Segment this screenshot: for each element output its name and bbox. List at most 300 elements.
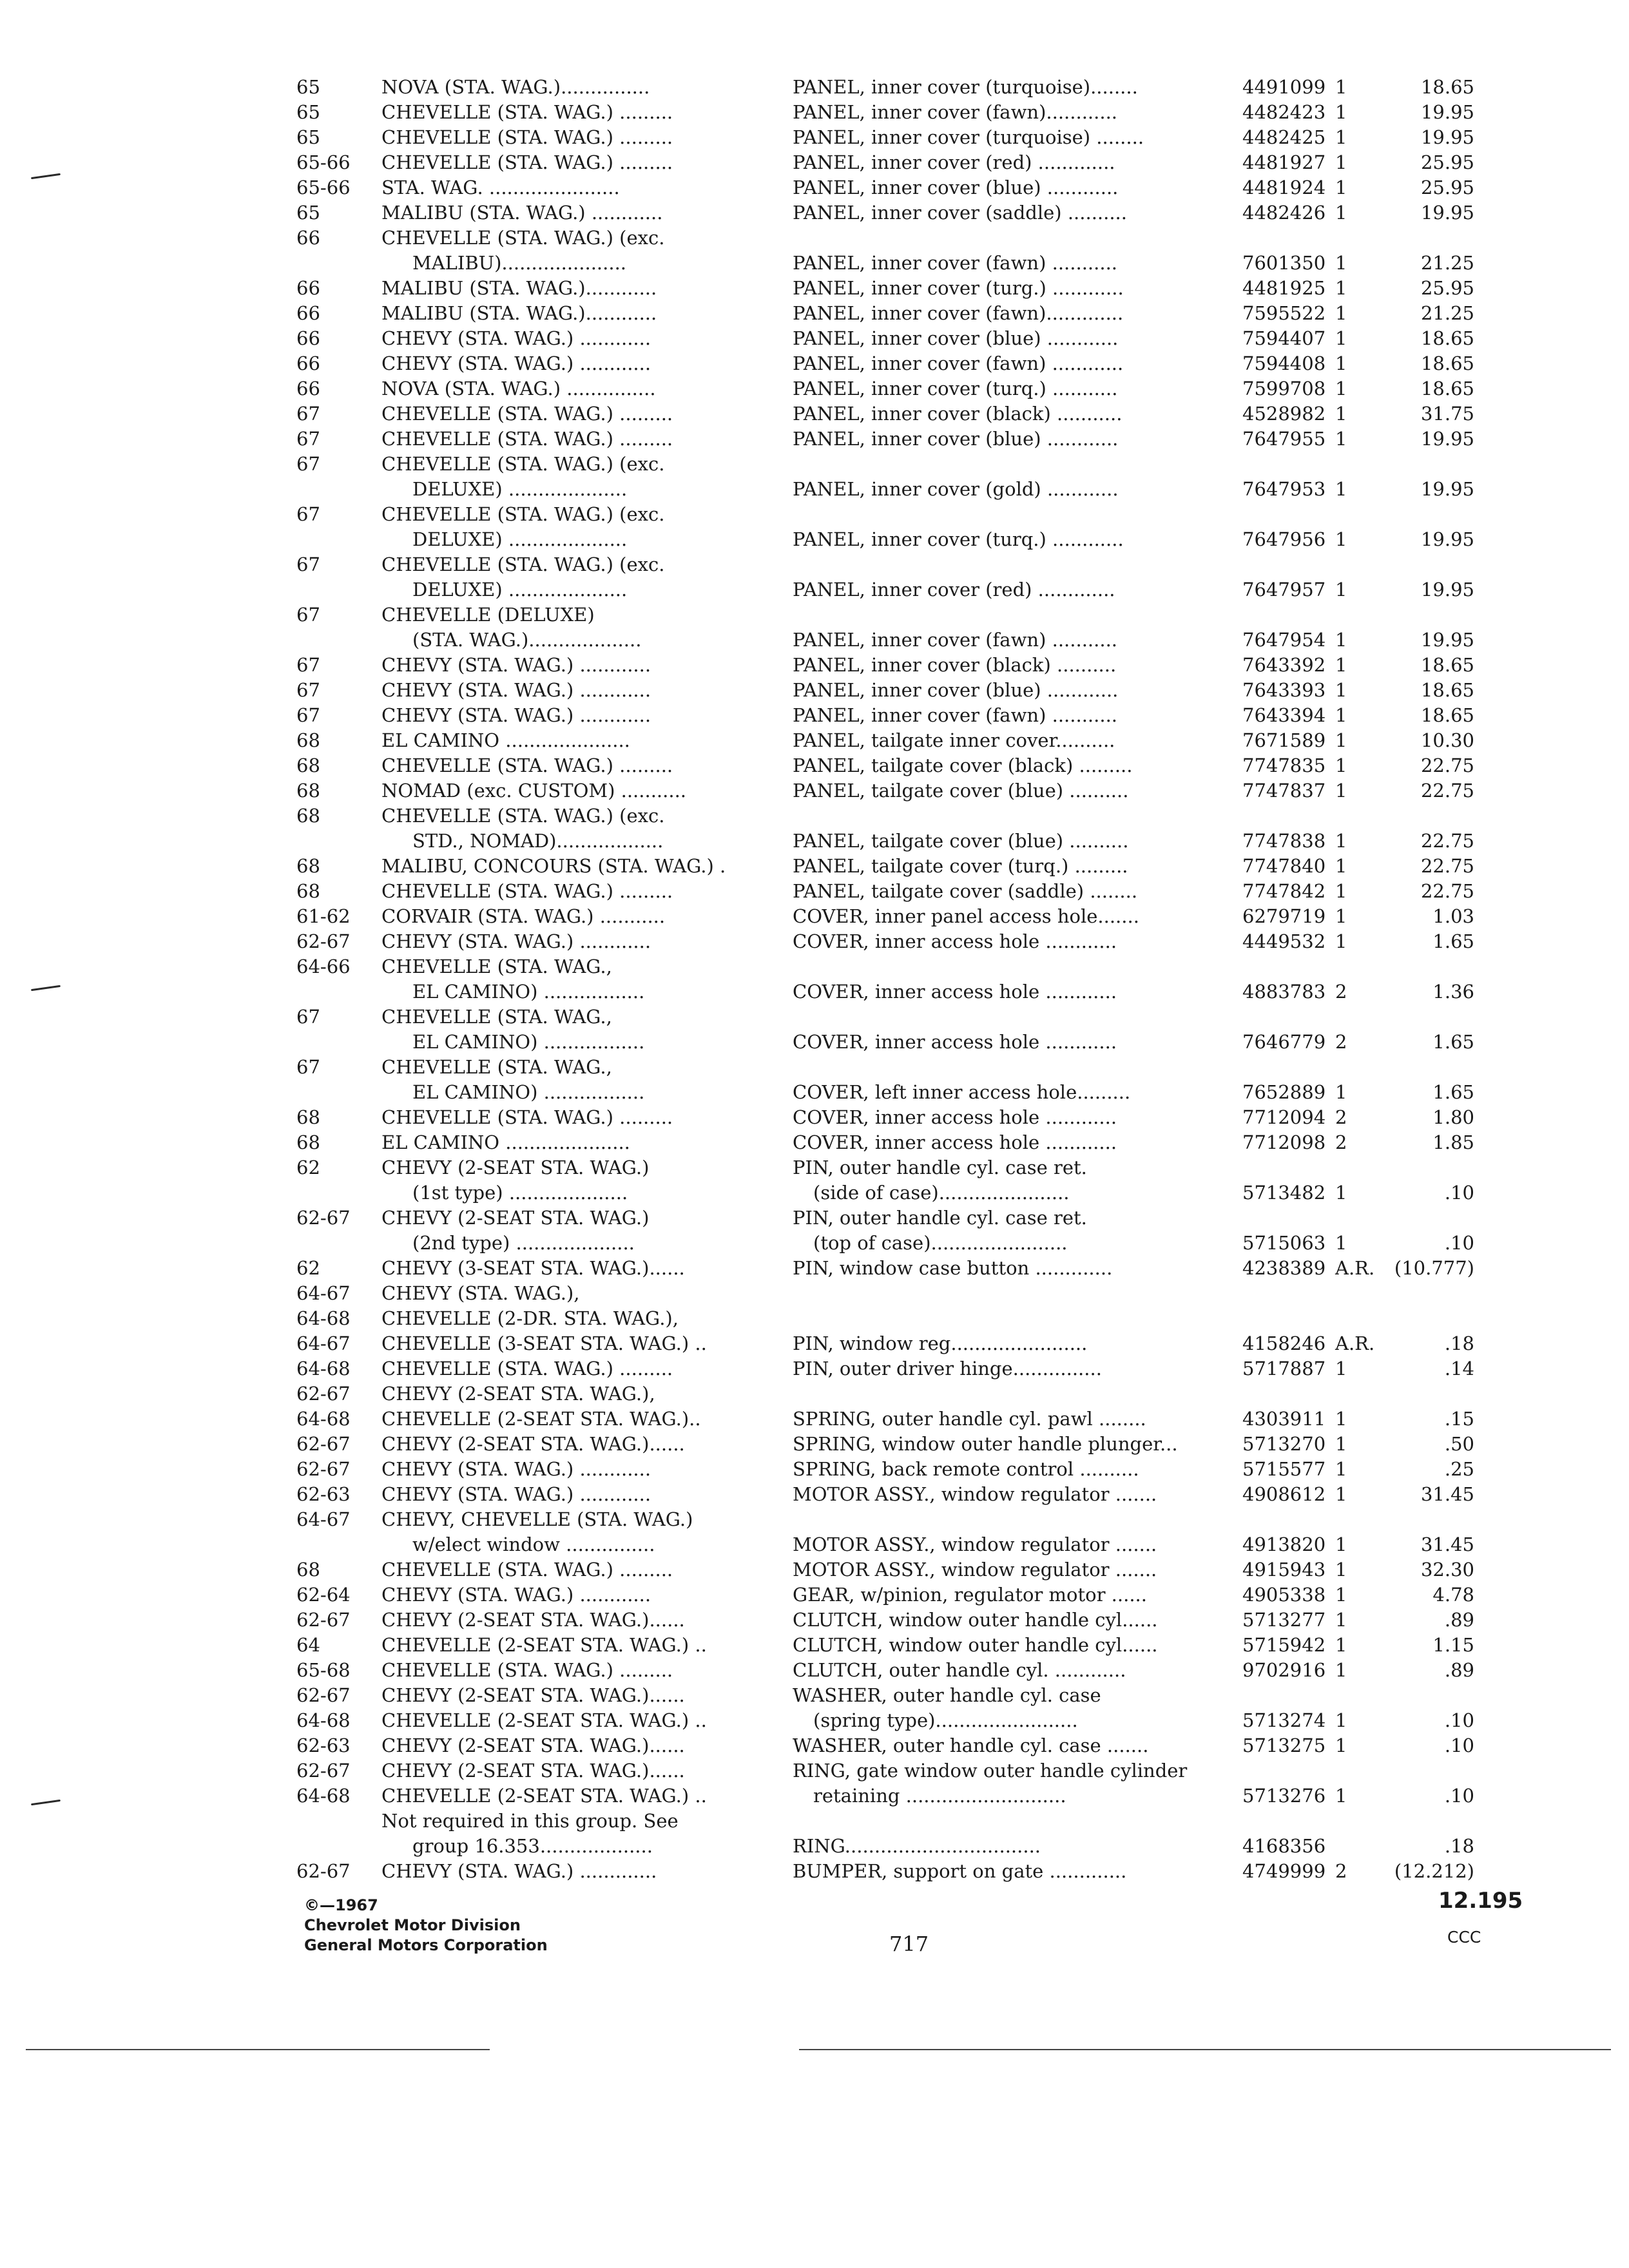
description-cell: PANEL, inner cover (turg.) ............ — [793, 277, 1124, 299]
part-number-cell: 9702916 — [1242, 1659, 1326, 1681]
model-cell: CHEVELLE (2-SEAT STA. WAG.) .. — [381, 1709, 707, 1731]
quantity-cell: 1 — [1335, 1458, 1347, 1480]
table-row — [0, 1859, 1629, 1884]
quantity-cell: 1 — [1335, 754, 1347, 776]
year-cell: 68 — [296, 805, 320, 827]
table-row — [0, 1708, 1629, 1733]
year-cell: 67 — [296, 654, 320, 676]
part-number-cell: 5715063 — [1242, 1232, 1326, 1254]
price-cell: 18.65 — [1420, 704, 1474, 726]
model-cell: CHEVY (2-SEAT STA. WAG.)...... — [381, 1760, 685, 1782]
table-row — [0, 1281, 1629, 1306]
table-row — [0, 502, 1629, 527]
quantity-cell: 1 — [1335, 126, 1347, 148]
part-number-cell: 7747835 — [1242, 754, 1326, 776]
quantity-cell: 1 — [1335, 1659, 1347, 1681]
table-row — [0, 226, 1629, 251]
quantity-cell: A.R. — [1335, 1332, 1375, 1354]
price-cell: 25.95 — [1420, 277, 1474, 299]
description-cell: PANEL, inner cover (fawn) ........... — [793, 629, 1118, 651]
quantity-cell: 2 — [1335, 1106, 1347, 1128]
quantity-cell: 1 — [1335, 704, 1347, 726]
quantity-cell: 1 — [1335, 830, 1347, 852]
year-cell: 66 — [296, 327, 320, 349]
table-row — [0, 904, 1629, 929]
table-row — [0, 1432, 1629, 1457]
year-cell: 62-63 — [296, 1483, 351, 1505]
price-cell: .25 — [1444, 1458, 1474, 1480]
description-cell: PANEL, inner cover (turq.) ............ — [793, 528, 1124, 550]
table-row — [0, 150, 1629, 175]
model-cell: NOVA (STA. WAG.)............... — [381, 76, 650, 98]
price-cell: (10.777) — [1394, 1257, 1474, 1279]
part-number-cell: 4491099 — [1242, 76, 1326, 98]
model-cell: MALIBU (STA. WAG.)............ — [381, 277, 657, 299]
table-row — [0, 175, 1629, 200]
description-cell: PANEL, inner cover (fawn) ........... — [793, 252, 1118, 274]
model-cell: CHEVELLE (STA. WAG.) (exc. — [381, 503, 665, 525]
table-row — [0, 251, 1629, 276]
part-number-cell: 7601350 — [1242, 252, 1326, 274]
description-cell: (top of case)....................... — [813, 1232, 1068, 1254]
year-cell: 68 — [296, 729, 320, 751]
quantity-cell: 1 — [1335, 1709, 1347, 1731]
part-number-cell: 7712094 — [1242, 1106, 1326, 1128]
table-row — [0, 703, 1629, 728]
quantity-cell: 2 — [1335, 1860, 1347, 1882]
table-row — [0, 552, 1629, 577]
quantity-cell: 1 — [1335, 1081, 1347, 1103]
part-number-cell: 4238389 — [1242, 1257, 1326, 1279]
model-cell: DELUXE) .................... — [412, 478, 628, 500]
description-cell: PANEL, tailgate cover (blue) .......... — [793, 830, 1129, 852]
part-number-cell: 4883783 — [1242, 981, 1326, 1003]
table-row — [0, 125, 1629, 150]
part-number-cell: 7652889 — [1242, 1081, 1326, 1103]
model-cell: CHEVY (STA. WAG.) ............ — [381, 1458, 651, 1480]
price-cell: .50 — [1444, 1433, 1474, 1455]
quantity-cell: 1 — [1335, 302, 1347, 324]
price-cell: .89 — [1444, 1659, 1474, 1681]
price-cell: 19.95 — [1420, 579, 1474, 601]
model-cell: CHEVY (STA. WAG.) ............ — [381, 679, 651, 701]
year-cell: 65 — [296, 202, 320, 224]
model-cell: CHEVELLE (STA. WAG., — [381, 1056, 612, 1078]
table-row — [0, 1231, 1629, 1256]
description-cell: (spring type)........................ — [813, 1709, 1078, 1731]
table-row — [0, 829, 1629, 854]
price-cell: 21.25 — [1420, 302, 1474, 324]
part-number-cell: 4303911 — [1242, 1408, 1326, 1430]
price-cell: 1.65 — [1432, 930, 1474, 952]
description-cell: COVER, inner access hole ............ — [793, 1106, 1117, 1128]
year-cell: 62-67 — [296, 1458, 351, 1480]
part-number-cell: 4481927 — [1242, 151, 1326, 173]
year-cell: 66 — [296, 352, 320, 374]
quantity-cell: 1 — [1335, 1634, 1347, 1656]
model-cell: EL CAMINO ..................... — [381, 1131, 630, 1153]
table-row — [0, 879, 1629, 904]
model-cell: CHEVY (2-SEAT STA. WAG.)...... — [381, 1735, 685, 1756]
price-cell: 4.78 — [1432, 1584, 1474, 1606]
part-number-cell: 4905338 — [1242, 1584, 1326, 1606]
table-row — [0, 929, 1629, 954]
table-row — [0, 1557, 1629, 1582]
description-cell: PANEL, inner cover (fawn) ........... — [793, 704, 1118, 726]
table-row — [0, 1758, 1629, 1783]
table-row — [0, 1582, 1629, 1608]
table-row — [0, 452, 1629, 477]
model-cell: CHEVELLE (STA. WAG.) ......... — [381, 126, 673, 148]
price-cell: (12.212) — [1394, 1860, 1474, 1882]
description-cell: SPRING, window outer handle plunger... — [793, 1433, 1178, 1455]
year-cell: 62-67 — [296, 930, 351, 952]
model-cell: CHEVY (STA. WAG.) ............ — [381, 704, 651, 726]
model-cell: CHEVELLE (2-SEAT STA. WAG.) .. — [381, 1634, 707, 1656]
table-row — [0, 1155, 1629, 1180]
description-cell: MOTOR ASSY., window regulator ....... — [793, 1483, 1157, 1505]
price-cell: 1.65 — [1432, 1031, 1474, 1053]
part-number-cell: 7747837 — [1242, 780, 1326, 802]
table-row — [0, 1256, 1629, 1281]
year-cell: 68 — [296, 754, 320, 776]
quantity-cell: 1 — [1335, 327, 1347, 349]
part-number-cell: 4481924 — [1242, 177, 1326, 198]
quantity-cell: 1 — [1335, 1232, 1347, 1254]
table-row — [0, 1834, 1629, 1859]
model-cell: CHEVELLE (STA. WAG.) ......... — [381, 754, 673, 776]
model-cell: CHEVY (STA. WAG.) ............. — [381, 1860, 657, 1882]
model-cell: CHEVY (STA. WAG.) ............ — [381, 327, 651, 349]
description-cell: CLUTCH, window outer handle cyl...... — [793, 1609, 1158, 1631]
part-number-cell: 7671589 — [1242, 729, 1326, 751]
part-number-cell: 7712098 — [1242, 1131, 1326, 1153]
price-cell: 19.95 — [1420, 629, 1474, 651]
year-cell: 62-67 — [296, 1383, 351, 1405]
year-cell: 64-67 — [296, 1508, 351, 1530]
model-cell: CHEVY (2-SEAT STA. WAG.) — [381, 1207, 650, 1229]
year-cell: 62-67 — [296, 1684, 351, 1706]
year-cell: 67 — [296, 679, 320, 701]
description-cell: WASHER, outer handle cyl. case — [793, 1684, 1101, 1706]
part-number-cell: 7646779 — [1242, 1031, 1326, 1053]
year-cell: 68 — [296, 780, 320, 802]
bottom-rule — [799, 2049, 1611, 2050]
part-number-cell: 7747842 — [1242, 880, 1326, 902]
year-cell: 62-67 — [296, 1207, 351, 1229]
price-cell: .14 — [1444, 1358, 1474, 1379]
part-number-cell: 7747840 — [1242, 855, 1326, 877]
model-cell: MALIBU, CONCOURS (STA. WAG.) . — [381, 855, 726, 877]
model-cell: CHEVY (STA. WAG.) ............ — [381, 1483, 651, 1505]
part-number-cell: 4915943 — [1242, 1559, 1326, 1581]
price-cell: 22.75 — [1420, 754, 1474, 776]
year-cell: 62 — [296, 1257, 320, 1279]
description-cell: PIN, outer handle cyl. case ret. — [793, 1207, 1087, 1229]
year-cell: 66 — [296, 227, 320, 249]
table-row — [0, 326, 1629, 351]
price-cell: 25.95 — [1420, 151, 1474, 173]
table-row — [0, 401, 1629, 427]
year-cell: 67 — [296, 1006, 320, 1028]
model-cell: (1st type) .................... — [412, 1182, 628, 1204]
year-cell: 62-63 — [296, 1735, 351, 1756]
year-cell: 65 — [296, 126, 320, 148]
part-number-cell: 5713274 — [1242, 1709, 1326, 1731]
year-cell: 66 — [296, 378, 320, 399]
quantity-cell: 1 — [1335, 679, 1347, 701]
table-row — [0, 728, 1629, 753]
table-row — [0, 653, 1629, 678]
quantity-cell: 1 — [1335, 76, 1347, 98]
quantity-cell: 1 — [1335, 579, 1347, 601]
description-cell: PANEL, inner cover (blue) ............ — [793, 679, 1119, 701]
table-row — [0, 1105, 1629, 1130]
model-cell: DELUXE) .................... — [412, 579, 628, 601]
price-cell: 18.65 — [1420, 654, 1474, 676]
description-cell: PANEL, inner cover (red) ............. — [793, 579, 1115, 601]
price-cell: .10 — [1444, 1709, 1474, 1731]
year-cell: 68 — [296, 855, 320, 877]
model-cell: CHEVY, CHEVELLE (STA. WAG.) — [381, 1508, 693, 1530]
quantity-cell: 1 — [1335, 1735, 1347, 1756]
table-row — [0, 1633, 1629, 1658]
model-cell: (2nd type) .................... — [412, 1232, 635, 1254]
table-row — [0, 1331, 1629, 1356]
model-cell: group 16.353................... — [412, 1835, 653, 1857]
quantity-cell: 1 — [1335, 428, 1347, 450]
model-cell: EL CAMINO) ................. — [412, 1031, 645, 1053]
part-number-cell: 5717887 — [1242, 1358, 1326, 1379]
model-cell: CHEVELLE (STA. WAG.) ......... — [381, 1358, 673, 1379]
price-cell: 1.80 — [1432, 1106, 1474, 1128]
model-cell: EL CAMINO) ................. — [412, 981, 645, 1003]
price-cell: 1.15 — [1432, 1634, 1474, 1656]
year-cell: 67 — [296, 1056, 320, 1078]
division-line: Chevrolet Motor Division — [304, 1916, 521, 1934]
description-cell: PANEL, inner cover (turquoise)........ — [793, 76, 1138, 98]
description-cell: MOTOR ASSY., window regulator ....... — [793, 1559, 1157, 1581]
description-cell: PANEL, inner cover (blue) ............ — [793, 177, 1119, 198]
table-row — [0, 954, 1629, 979]
description-cell: COVER, inner access hole ............ — [793, 930, 1117, 952]
model-cell: CHEVY (STA. WAG.) ............ — [381, 1584, 651, 1606]
part-number-cell: 7747838 — [1242, 830, 1326, 852]
description-cell: GEAR, w/pinion, regulator motor ...... — [793, 1584, 1147, 1606]
model-cell: CHEVY (2-SEAT STA. WAG.)...... — [381, 1609, 685, 1631]
table-row — [0, 1683, 1629, 1708]
corporation-line: General Motors Corporation — [304, 1936, 548, 1954]
description-cell: PANEL, inner cover (turq.) ........... — [793, 378, 1118, 399]
year-cell: 64-67 — [296, 1282, 351, 1304]
table-row — [0, 376, 1629, 401]
model-cell: CHEVELLE (STA. WAG.) (exc. — [381, 453, 665, 475]
year-cell: 67 — [296, 503, 320, 525]
publisher-info — [304, 1896, 548, 1956]
description-cell: PIN, outer driver hinge............... — [793, 1358, 1102, 1379]
model-cell: CHEVELLE (STA. WAG.) (exc. — [381, 227, 665, 249]
year-cell: 67 — [296, 553, 320, 575]
part-number-cell: 7647956 — [1242, 528, 1326, 550]
price-cell: 19.95 — [1420, 202, 1474, 224]
model-cell: Not required in this group. See — [381, 1810, 679, 1832]
model-cell: CHEVY (2-SEAT STA. WAG.)...... — [381, 1433, 685, 1455]
price-cell: 25.95 — [1420, 177, 1474, 198]
table-row — [0, 1206, 1629, 1231]
table-row — [0, 628, 1629, 653]
price-cell: 22.75 — [1420, 880, 1474, 902]
table-row — [0, 1658, 1629, 1683]
quantity-cell: 1 — [1335, 1785, 1347, 1807]
page-number: 717 — [889, 1932, 929, 1956]
part-number-cell: 7647954 — [1242, 629, 1326, 651]
table-row — [0, 75, 1629, 100]
table-row — [0, 1356, 1629, 1381]
year-cell: 68 — [296, 1106, 320, 1128]
table-row — [0, 1306, 1629, 1331]
table-row — [0, 753, 1629, 778]
model-cell: CHEVY (STA. WAG.) ............ — [381, 352, 651, 374]
table-row — [0, 1080, 1629, 1105]
year-cell: 65 — [296, 76, 320, 98]
quantity-cell: 1 — [1335, 1559, 1347, 1581]
description-cell: retaining ........................... — [813, 1785, 1066, 1807]
description-cell: PIN, window case button ............. — [793, 1257, 1113, 1279]
description-cell: PANEL, inner cover (black) ........... — [793, 403, 1123, 425]
description-cell: COVER, inner access hole ............ — [793, 981, 1117, 1003]
quantity-cell: 1 — [1335, 880, 1347, 902]
description-cell: COVER, inner access hole ............ — [793, 1031, 1117, 1053]
description-cell: PANEL, inner cover (turquoise) ........ — [793, 126, 1144, 148]
table-row — [0, 276, 1629, 301]
model-cell: CHEVY (2-SEAT STA. WAG.) — [381, 1157, 650, 1178]
price-cell: 19.95 — [1420, 101, 1474, 123]
description-cell: WASHER, outer handle cyl. case ....... — [793, 1735, 1149, 1756]
part-number-cell: 4158246 — [1242, 1332, 1326, 1354]
table-row — [0, 577, 1629, 602]
part-number-cell: 4749999 — [1242, 1860, 1326, 1882]
model-cell: CHEVELLE (DELUXE) — [381, 604, 595, 626]
quantity-cell: 1 — [1335, 1533, 1347, 1555]
model-cell: STD., NOMAD).................. — [412, 830, 664, 852]
part-number-cell: 7599708 — [1242, 378, 1326, 399]
description-cell: PIN, window reg....................... — [793, 1332, 1088, 1354]
part-number-cell: 5715942 — [1242, 1634, 1326, 1656]
section-code: CCC — [1447, 1928, 1481, 1946]
year-cell: 65 — [296, 101, 320, 123]
quantity-cell: 1 — [1335, 202, 1347, 224]
quantity-cell: 1 — [1335, 352, 1347, 374]
price-cell: 1.36 — [1432, 981, 1474, 1003]
year-cell: 64-67 — [296, 1332, 351, 1354]
quantity-cell: 1 — [1335, 1182, 1347, 1204]
price-cell: 19.95 — [1420, 428, 1474, 450]
part-number-cell: 4449532 — [1242, 930, 1326, 952]
year-cell: 62-67 — [296, 1433, 351, 1455]
year-cell: 62-64 — [296, 1584, 351, 1606]
quantity-cell: 1 — [1335, 654, 1347, 676]
parts-list — [0, 75, 1629, 1884]
table-row — [0, 1733, 1629, 1758]
description-cell: RING................................. — [793, 1835, 1041, 1857]
part-number-cell: 7643393 — [1242, 679, 1326, 701]
quantity-cell: 1 — [1335, 729, 1347, 751]
model-cell: CHEVELLE (2-SEAT STA. WAG.).. — [381, 1408, 701, 1430]
table-row — [0, 602, 1629, 628]
price-cell: 22.75 — [1420, 830, 1474, 852]
quantity-cell: 2 — [1335, 1031, 1347, 1053]
price-cell: 18.65 — [1420, 378, 1474, 399]
part-number-cell: 5713276 — [1242, 1785, 1326, 1807]
price-cell: 31.75 — [1420, 403, 1474, 425]
table-row — [0, 1381, 1629, 1407]
table-row — [0, 527, 1629, 552]
quantity-cell: 1 — [1335, 277, 1347, 299]
quantity-cell: 1 — [1335, 1433, 1347, 1455]
quantity-cell: 1 — [1335, 378, 1347, 399]
model-cell: CHEVELLE (STA. WAG., — [381, 956, 612, 977]
model-cell: CHEVELLE (STA. WAG.) (exc. — [381, 553, 665, 575]
table-row — [0, 1507, 1629, 1532]
year-cell: 62-67 — [296, 1609, 351, 1631]
price-cell: 22.75 — [1420, 855, 1474, 877]
quantity-cell: 1 — [1335, 1358, 1347, 1379]
description-cell: PANEL, inner cover (red) ............. — [793, 151, 1115, 173]
part-number-cell: 5715577 — [1242, 1458, 1326, 1480]
quantity-cell: 1 — [1335, 780, 1347, 802]
price-cell: 19.95 — [1420, 478, 1474, 500]
quantity-cell: A.R. — [1335, 1257, 1375, 1279]
model-cell: CHEVELLE (STA. WAG.) ......... — [381, 101, 673, 123]
table-row — [0, 1180, 1629, 1206]
table-row — [0, 1130, 1629, 1155]
model-cell: CHEVELLE (STA. WAG.) ......... — [381, 1106, 673, 1128]
price-cell: .18 — [1444, 1835, 1474, 1857]
description-cell: PANEL, inner cover (blue) ............ — [793, 428, 1119, 450]
quantity-cell: 2 — [1335, 981, 1347, 1003]
table-row — [0, 1783, 1629, 1809]
description-cell: PANEL, tailgate cover (saddle) ........ — [793, 880, 1138, 902]
part-number-cell: 4481925 — [1242, 277, 1326, 299]
table-row — [0, 200, 1629, 226]
year-cell: 66 — [296, 277, 320, 299]
year-cell: 66 — [296, 302, 320, 324]
description-cell: PANEL, inner cover (blue) ............ — [793, 327, 1119, 349]
model-cell: EL CAMINO) ................. — [412, 1081, 645, 1103]
model-cell: STA. WAG. ...................... — [381, 177, 620, 198]
year-cell: 67 — [296, 704, 320, 726]
description-cell: CLUTCH, window outer handle cyl...... — [793, 1634, 1158, 1656]
table-row — [0, 427, 1629, 452]
part-number-cell: 7647953 — [1242, 478, 1326, 500]
table-row — [0, 351, 1629, 376]
table-row — [0, 803, 1629, 829]
table-row — [0, 1457, 1629, 1482]
year-cell: 67 — [296, 604, 320, 626]
quantity-cell: 1 — [1335, 930, 1347, 952]
table-row — [0, 301, 1629, 326]
part-number-cell: 5713482 — [1242, 1182, 1326, 1204]
part-number-cell: 7647955 — [1242, 428, 1326, 450]
part-number-cell: 4482423 — [1242, 101, 1326, 123]
table-row — [0, 1608, 1629, 1633]
description-cell: CLUTCH, outer handle cyl. ............ — [793, 1659, 1126, 1681]
table-row — [0, 1407, 1629, 1432]
description-cell: MOTOR ASSY., window regulator ....... — [793, 1533, 1157, 1555]
price-cell: .18 — [1444, 1332, 1474, 1354]
part-number-cell: 4482426 — [1242, 202, 1326, 224]
part-number-cell: 7643392 — [1242, 654, 1326, 676]
